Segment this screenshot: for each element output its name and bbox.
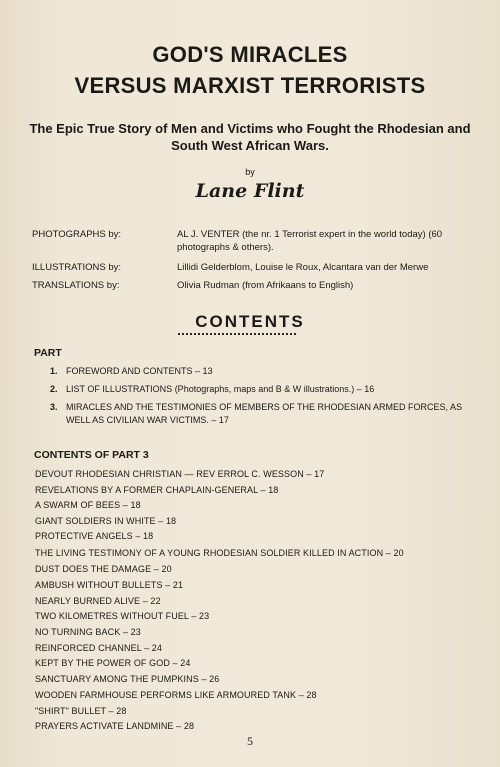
contents-heading: CONTENTS (195, 312, 305, 331)
list-item: REVELATIONS BY A FORMER CHAPLAIN-GENERAL – 18 (35, 484, 279, 495)
list-item: KEPT BY THE POWER OF GOD – 24 (35, 658, 191, 668)
by-label: by (245, 167, 255, 177)
credit-value: Olivia Rudman (from Afrikaans to English) (177, 280, 354, 291)
credit-photographs (32, 228, 477, 256)
part-item-text: FOREWORD AND CONTENTS – 13 (66, 366, 213, 376)
credit-label: PHOTOGRAPHS by: (32, 229, 122, 240)
part-item-number: 2. (50, 384, 58, 394)
list-item: PRAYERS ACTIVATE LANDMINE – 28 (35, 721, 195, 731)
subtitle: The Epic True Story of Men and Victims who Fought the Rhodesian and South West African Wars. (29, 121, 471, 153)
list-item: NEARLY BURNED ALIVE – 22 (35, 596, 161, 606)
author-name: Lane Flint (195, 180, 305, 202)
list-item: A SWARM OF BEES – 18 (35, 500, 141, 510)
part-item-number: 1. (50, 366, 58, 376)
list-item: GIANT SOLDIERS IN WHITE – 18 (35, 515, 177, 526)
part-heading: PART (34, 347, 62, 359)
credit-value: Lillidi Gelderblom, Louise le Roux, Alcantara van der Merwe (177, 262, 429, 273)
list-item: "SHIRT" BULLET – 28 (35, 706, 127, 716)
title-line-2: VERSUS MARXIST TERRORISTS (74, 73, 426, 98)
credit-label: ILLUSTRATIONS by: (32, 262, 122, 273)
list-item: DEVOUT RHODESIAN CHRISTIAN — REV ERROL C. WESSON – 17 (35, 469, 325, 479)
part-item-3 (50, 401, 475, 429)
list-item: SANCTUARY AMONG THE PUMPKINS – 26 (35, 674, 220, 684)
list-item: WOODEN FARMHOUSE PERFORMS LIKE ARMOURED TANK – 28 (35, 690, 317, 700)
list-item: TWO KILOMETRES WITHOUT FUEL – 23 (35, 611, 210, 621)
credit-value: AL J. VENTER (the nr. 1 Terrorist expert in the world today) (60 photographs & others). (177, 229, 443, 253)
part-item-number: 3. (50, 402, 58, 412)
credit-label: TRANSLATIONS by: (32, 280, 120, 291)
title-line-1: GOD'S MIRACLES (152, 42, 348, 67)
list-item: REINFORCED CHANNEL – 24 (35, 643, 162, 653)
part-item-text: LIST OF ILLUSTRATIONS (Photographs, maps and B & W illustrations.) – 16 (66, 384, 375, 394)
list-item: AMBUSH WITHOUT BULLETS – 21 (35, 580, 184, 590)
list-item: NO TURNING BACK – 23 (35, 627, 141, 637)
part3-heading: CONTENTS OF PART 3 (34, 449, 149, 461)
list-item: DUST DOES THE DAMAGE – 20 (35, 564, 172, 574)
part-item-text: MIRACLES AND THE TESTIMONIES OF MEMBERS OF THE RHODESIAN ARMED FORCES, AS WELL AS CIVILIAN WAR VICTIMS. – 17 (66, 402, 463, 425)
page-number: 5 (247, 734, 253, 748)
list-item: PROTECTIVE ANGELS – 18 (35, 531, 154, 541)
contents-dotted-rule (178, 333, 296, 335)
list-item: THE LIVING TESTIMONY OF A YOUNG RHODESIAN SOLDIER KILLED IN ACTION – 20 (35, 548, 404, 558)
